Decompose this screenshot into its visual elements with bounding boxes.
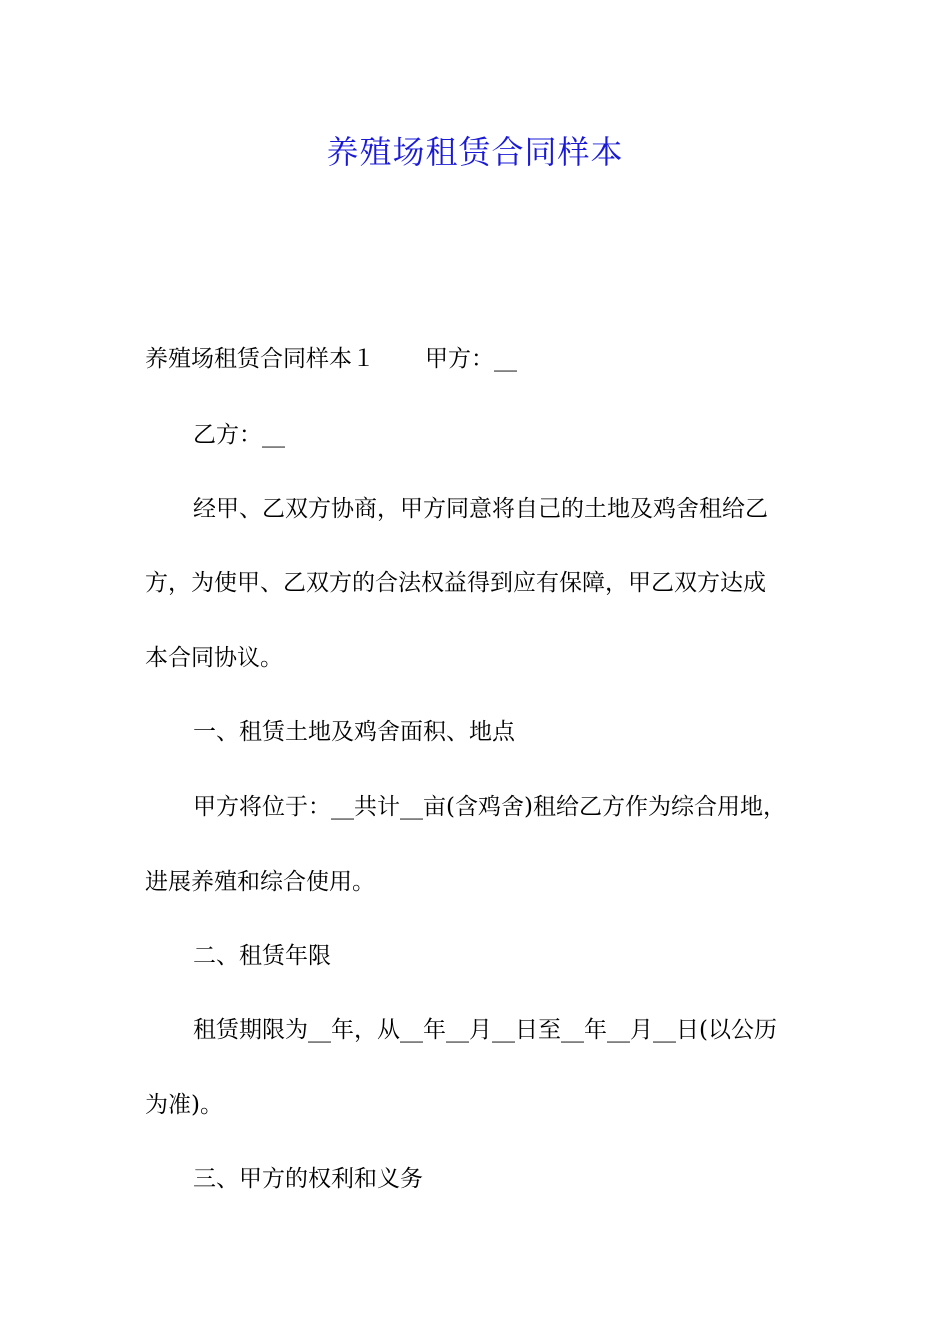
section-heading: 一、租赁土地及鸡舍面积、地点 bbox=[193, 719, 515, 745]
section-heading: 三、甲方的权利和义务 bbox=[193, 1166, 423, 1192]
paragraph-line: 为准)。 bbox=[145, 1092, 223, 1118]
party-a-field: 甲方：__ bbox=[425, 346, 517, 372]
contract-heading-line bbox=[145, 342, 825, 376]
paragraph-line: 经甲、乙双方协商，甲方同意将自己的土地及鸡舍租给乙 bbox=[193, 496, 768, 522]
paragraph-line: 方，为使甲、乙双方的合法权益得到应有保障，甲乙双方达成 bbox=[145, 570, 766, 596]
paragraph-line: 租赁期限为__年，从__年__月__日至__年__月__日(以公历 bbox=[193, 1017, 777, 1043]
paragraph-line: 甲方将位于：__共计__亩(含鸡舍)租给乙方作为综合用地， bbox=[193, 794, 786, 820]
section-heading: 二、租赁年限 bbox=[193, 943, 331, 969]
paragraph-line: 本合同协议。 bbox=[145, 645, 283, 671]
party-b-field: 乙方：__ bbox=[193, 422, 285, 448]
contract-sample-label: 养殖场租赁合同样本１ bbox=[145, 346, 375, 372]
paragraph-line: 进展养殖和综合使用。 bbox=[145, 869, 375, 895]
document-title: 养殖场租赁合同样本 bbox=[326, 133, 624, 171]
